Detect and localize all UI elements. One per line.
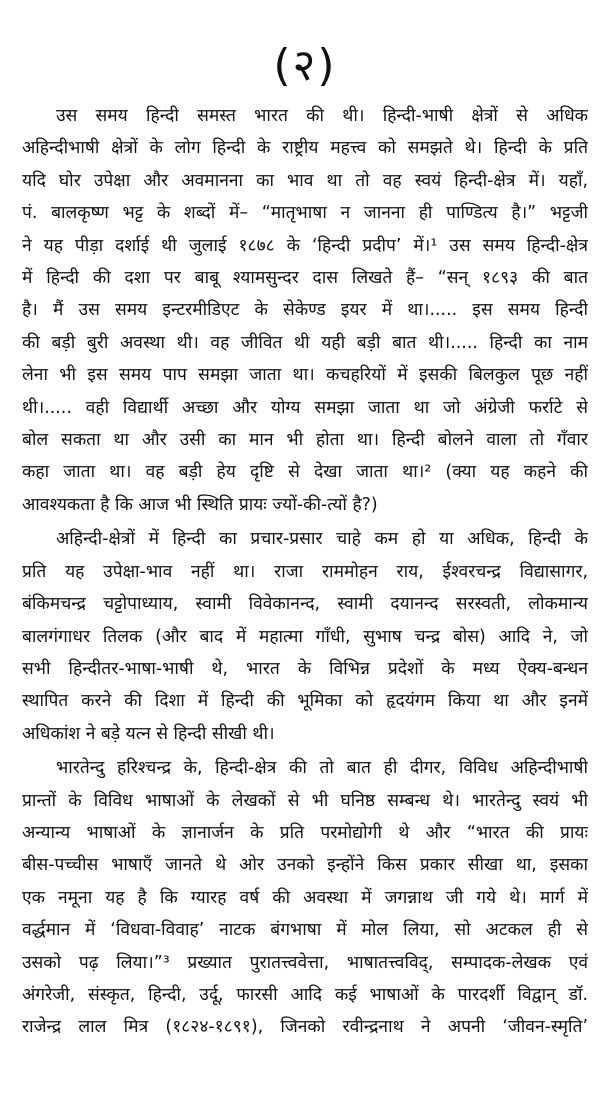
- text-line: कहा जाता था। वह बड़ी हेय दृष्टि से देखा जाता था।² (क्या यह कहने की: [22, 462, 588, 483]
- paragraph-2: [22, 523, 588, 750]
- text-line: अन्यान्य भाषाओं के ज्ञानार्जन के प्रति परमोद्योगी थे और “भारत की प्रायः: [22, 822, 588, 843]
- text-line: अहिन्दीभाषी क्षेत्रों के लोग हिन्दी के राष्ट्रीय महत्त्व को समझते थे। हिन्दी के प्रति: [22, 138, 588, 159]
- text-line: स्थापित करने की दिशा में हिन्दी की भूमिका को हृदयंगम किया था और इनमें: [22, 691, 588, 712]
- text-line: उस समय हिन्दी समस्त भारत की थी। हिन्दी-भाषी क्षेत्रों से अधिक: [56, 106, 588, 126]
- text-line: बालगंगाधर तिलक (और बाद में महात्मा गाँधी, सुभाष चन्द्र बोस) आदि ने, जो: [22, 626, 588, 647]
- text-line: अंगरेजी, संस्कृत, हिन्दी, उर्दू, फारसी आदि कई भाषाओं के पारदर्शी विद्वान् डॉ.: [22, 984, 588, 1005]
- text-line: प्रान्तों के विविध भाषाओं के लेखकों से भी घनिष्ठ सम्बन्ध थे। भारतेन्दु स्वयं भी: [22, 790, 588, 811]
- paragraph-3: [22, 752, 588, 1044]
- text-line: में हिन्दी की दशा पर बाबू श्यामसुन्दर दास लिखते हैं– “सन् १८९३ की बात: [22, 268, 588, 289]
- page-number: (२): [273, 40, 337, 91]
- text-line: अहिन्दी-क्षेत्रों में हिन्दी का प्रचार-प्रसार चाहे कम हो या अधिक, हिन्दी के: [56, 529, 588, 550]
- text-line: आवश्यकता है कि आज भी स्थिति प्रायः ज्यों-की-त्यों है?): [22, 494, 378, 515]
- text-line: एक नमूना यह है कि ग्यारह वर्ष की अवस्था में जगन्नाथ जी गये थे। मार्ग में: [22, 887, 588, 908]
- text-line: है। मैं उस समय इन्टरमीडिएट के सेकेण्ड इयर में था।..... इस समय हिन्दी: [22, 300, 588, 321]
- text-line: बोल सकता था और उसी का मान भी होता था। हिन्दी बोलने वाला तो गँवार: [22, 430, 588, 451]
- text-line: सभी हिन्दीतर-भाषा-भाषी थे, भारत के विभिन्न प्रदेशों के मध्य ऐक्य-बन्धन: [22, 658, 588, 679]
- text-line: थी।..... वही विद्यार्थी अच्छा और योग्य समझा जाता था जो अंग्रेजी फर्राटे से: [22, 397, 588, 418]
- text-line: राजेन्द्र लाल मित्र (१८२४-१८९१), जिनको रवीन्द्रनाथ ने अपनी ‘जीवन-स्मृति’: [22, 1017, 588, 1038]
- text-line: बंकिमचन्द्र चट्टोपाध्याय, स्वामी विवेकानन्द, स्वामी दयानन्द सरस्वती, लोकमान्य: [22, 594, 588, 615]
- text-line: यदि घोर उपेक्षा और अवमानना का भाव था तो वह स्वयं हिन्दी-क्षेत्र में। यहाँ,: [22, 170, 588, 191]
- text-line: लेना भी इस समय पाप समझा जाता था। कचहरियों में इसकी बिलकुल पूछ नहीं: [22, 365, 588, 386]
- text-line: प्रति यह उपेक्षा-भाव नहीं था। राजा राममोहन राय, ईश्वरचन्द्र विद्यासागर,: [22, 561, 588, 582]
- text-line: पं. बालकृष्ण भट्ट के शब्दों में– “मातृभाषा न जानना ही पाण्डित्य है।” भट्टजी: [22, 203, 588, 224]
- text-line: ने यह पीड़ा दर्शाई थी जुलाई १८७८ के ‘हिन्दी प्रदीप’ में।¹ उस समय हिन्दी-क्षेत्र: [22, 235, 588, 256]
- paragraph-1: [22, 100, 588, 521]
- text-line: अधिकांश ने बड़े यत्न से हिन्दी सीखी थी।: [22, 723, 275, 744]
- text-line: भारतेन्दु हरिश्चन्द्र के, हिन्दी-क्षेत्र की तो बात ही दीगर, विविध अहिन्दीभाषी: [56, 758, 588, 779]
- text-line: वर्द्धमान में ‘विधवा-विवाह’ नाटक बंगभाषा में मोल लिया, सो अटकल ही से: [22, 920, 588, 941]
- text-line: उसको पढ़ लिया।”³ प्रख्यात पुरातत्त्ववेत्ता, भाषातत्त्वविद्, सम्पादक-लेखक एवं: [22, 952, 588, 973]
- text-line: की बड़ी बुरी अवस्था थी। वह जीवित थी यही बड़ी बात थी।..... हिन्दी का नाम: [22, 332, 588, 353]
- text-line: बीस-पच्चीस भाषाएँ जानते थे ओर उनको इन्होंने किस प्रकार सीखा था, इसका: [22, 855, 588, 876]
